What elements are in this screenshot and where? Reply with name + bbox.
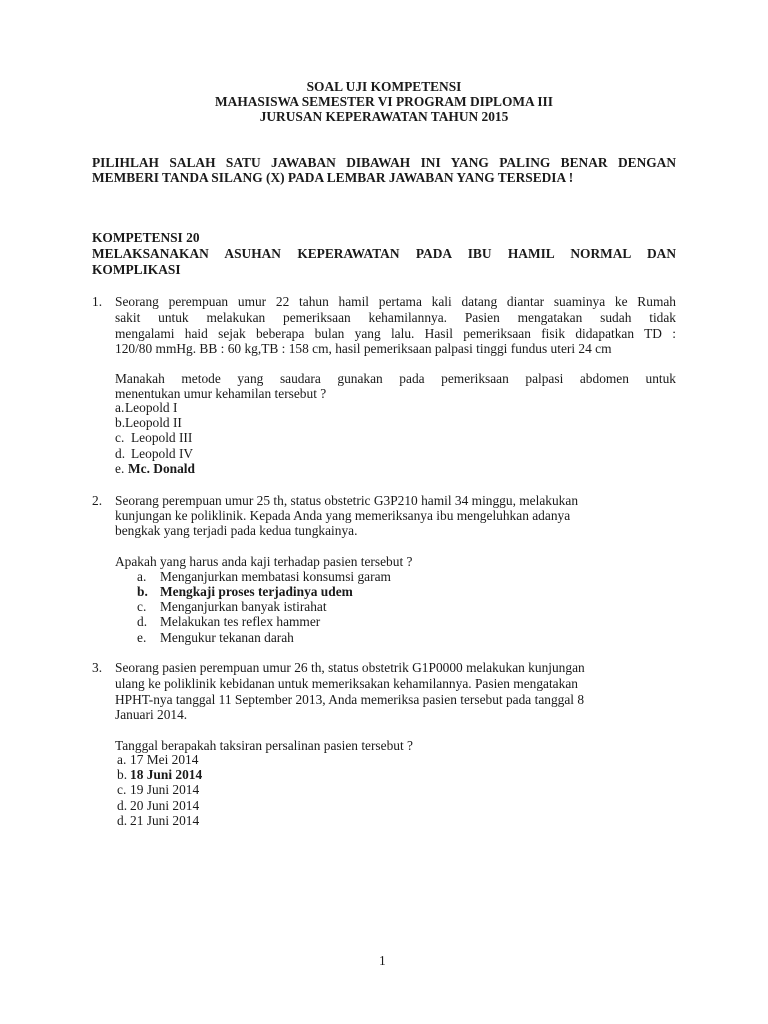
page-number: 1 — [379, 953, 386, 968]
question-stem-line: HPHT-nya tanggal 11 September 2013, Anda memeriksa pasien tersebut pada tanggal 8 — [115, 692, 585, 707]
option-answer: Leopold I — [125, 400, 178, 415]
option-letter: b. — [115, 415, 126, 430]
option-answer: 20 Juni 2014 — [130, 798, 200, 813]
option-answer: Leopold IV — [131, 446, 194, 461]
option-answer: Mengukur tekanan darah — [160, 630, 294, 645]
question-stem-line: bengkak yang terjadi pada kedua tungkainya. — [115, 523, 358, 538]
document-title-line: MAHASISWA SEMESTER VI PROGRAM DIPLOMA III — [215, 94, 553, 109]
question-stem-line: Seorang perempuan umur 25 th, status obstetric G3P210 hamil 34 minggu, melakukan — [115, 493, 579, 508]
question-prompt-line: Apakah yang harus anda kaji terhadap pasien tersebut ? — [115, 554, 413, 569]
competency-title: MELAKSANAKAN ASUHAN KEPERAWATAN PADA IBU HAMIL NORMAL DAN — [92, 246, 676, 261]
question-stem-line: kunjungan ke poliklinik. Kepada Anda yang memeriksanya ibu mengeluhkan adanya — [115, 508, 571, 523]
option-letter: e. — [137, 630, 147, 645]
option-letter: a. — [137, 569, 147, 584]
option-letter: d. — [115, 446, 126, 461]
instruction-line: MEMBERI TANDA SILANG (X) PADA LEMBAR JAWABAN YANG TERSEDIA ! — [92, 170, 574, 185]
option-letter: a. — [115, 400, 125, 415]
option-answer: 17 Mei 2014 — [130, 752, 199, 767]
question-stem-line: sakit untuk melakukan pemeriksaan kehamilannya. Pasien mengatakan sudah tidak — [115, 310, 676, 325]
option-answer: Leopold II — [125, 415, 182, 430]
option-answer-correct: Mengkaji proses terjadinya udem — [160, 584, 353, 599]
option-letter: b. — [137, 584, 148, 599]
option-answer: 19 Juni 2014 — [130, 782, 200, 797]
option-answer: 21 Juni 2014 — [130, 813, 200, 828]
competency-title: KOMPLIKASI — [92, 262, 181, 277]
option-answer: Leopold III — [131, 430, 193, 445]
question-stem-line: Januari 2014. — [115, 707, 188, 722]
option-answer: Menganjurkan membatasi konsumsi garam — [160, 569, 391, 584]
competency-number: KOMPETENSI 20 — [92, 230, 200, 245]
question-number: 3. — [92, 660, 103, 675]
option-letter: d. — [117, 813, 128, 828]
option-answer: Menganjurkan banyak istirahat — [160, 599, 327, 614]
option-answer-correct: Mc. Donald — [128, 461, 195, 476]
option-answer-correct: 18 Juni 2014 — [130, 767, 203, 782]
question-number: 2. — [92, 493, 103, 508]
option-letter: e. — [115, 461, 125, 476]
question-stem-line: mengalami haid sejak beberapa bulan yang lalu. Hasil pemeriksaan fisik didapatkan TD : — [115, 326, 676, 341]
question-prompt-line: menentukan umur kehamilan tersebut ? — [115, 386, 327, 401]
option-letter: d. — [137, 614, 148, 629]
option-letter: a. — [117, 752, 127, 767]
document-title-line: SOAL UJI KOMPETENSI — [306, 79, 462, 94]
instruction-line: PILIHLAH SALAH SATU JAWABAN DIBAWAH INI YANG PALING BENAR DENGAN — [92, 155, 676, 170]
question-stem-line: ulang ke poliklinik kebidanan untuk memeriksakan kehamilannya. Pasien mengatakan — [115, 676, 578, 691]
option-letter: c. — [115, 430, 125, 445]
option-answer: Melakukan tes reflex hammer — [160, 614, 321, 629]
option-letter: c. — [137, 599, 147, 614]
question-stem-line: Seorang perempuan umur 22 tahun hamil pertama kali datang diantar suaminya ke Rumah — [115, 294, 676, 309]
question-number: 1. — [92, 294, 103, 309]
option-letter: d. — [117, 798, 128, 813]
option-letter: c. — [117, 782, 127, 797]
question-stem-line: Seorang pasien perempuan umur 26 th, status obstetrik G1P0000 melakukan kunjungan — [115, 660, 585, 675]
option-letter: b. — [117, 767, 128, 782]
question-prompt-line: Tanggal berapakah taksiran persalinan pasien tersebut ? — [115, 738, 413, 753]
question-stem-line: 120/80 mmHg. BB : 60 kg,TB : 158 cm, hasil pemeriksaan palpasi tinggi fundus uteri 24 cm — [115, 341, 612, 356]
question-prompt-line: Manakah metode yang saudara gunakan pada pemeriksaan palpasi abdomen untuk — [115, 371, 676, 386]
document-title-line: JURUSAN KEPERAWATAN TAHUN 2015 — [259, 109, 509, 124]
